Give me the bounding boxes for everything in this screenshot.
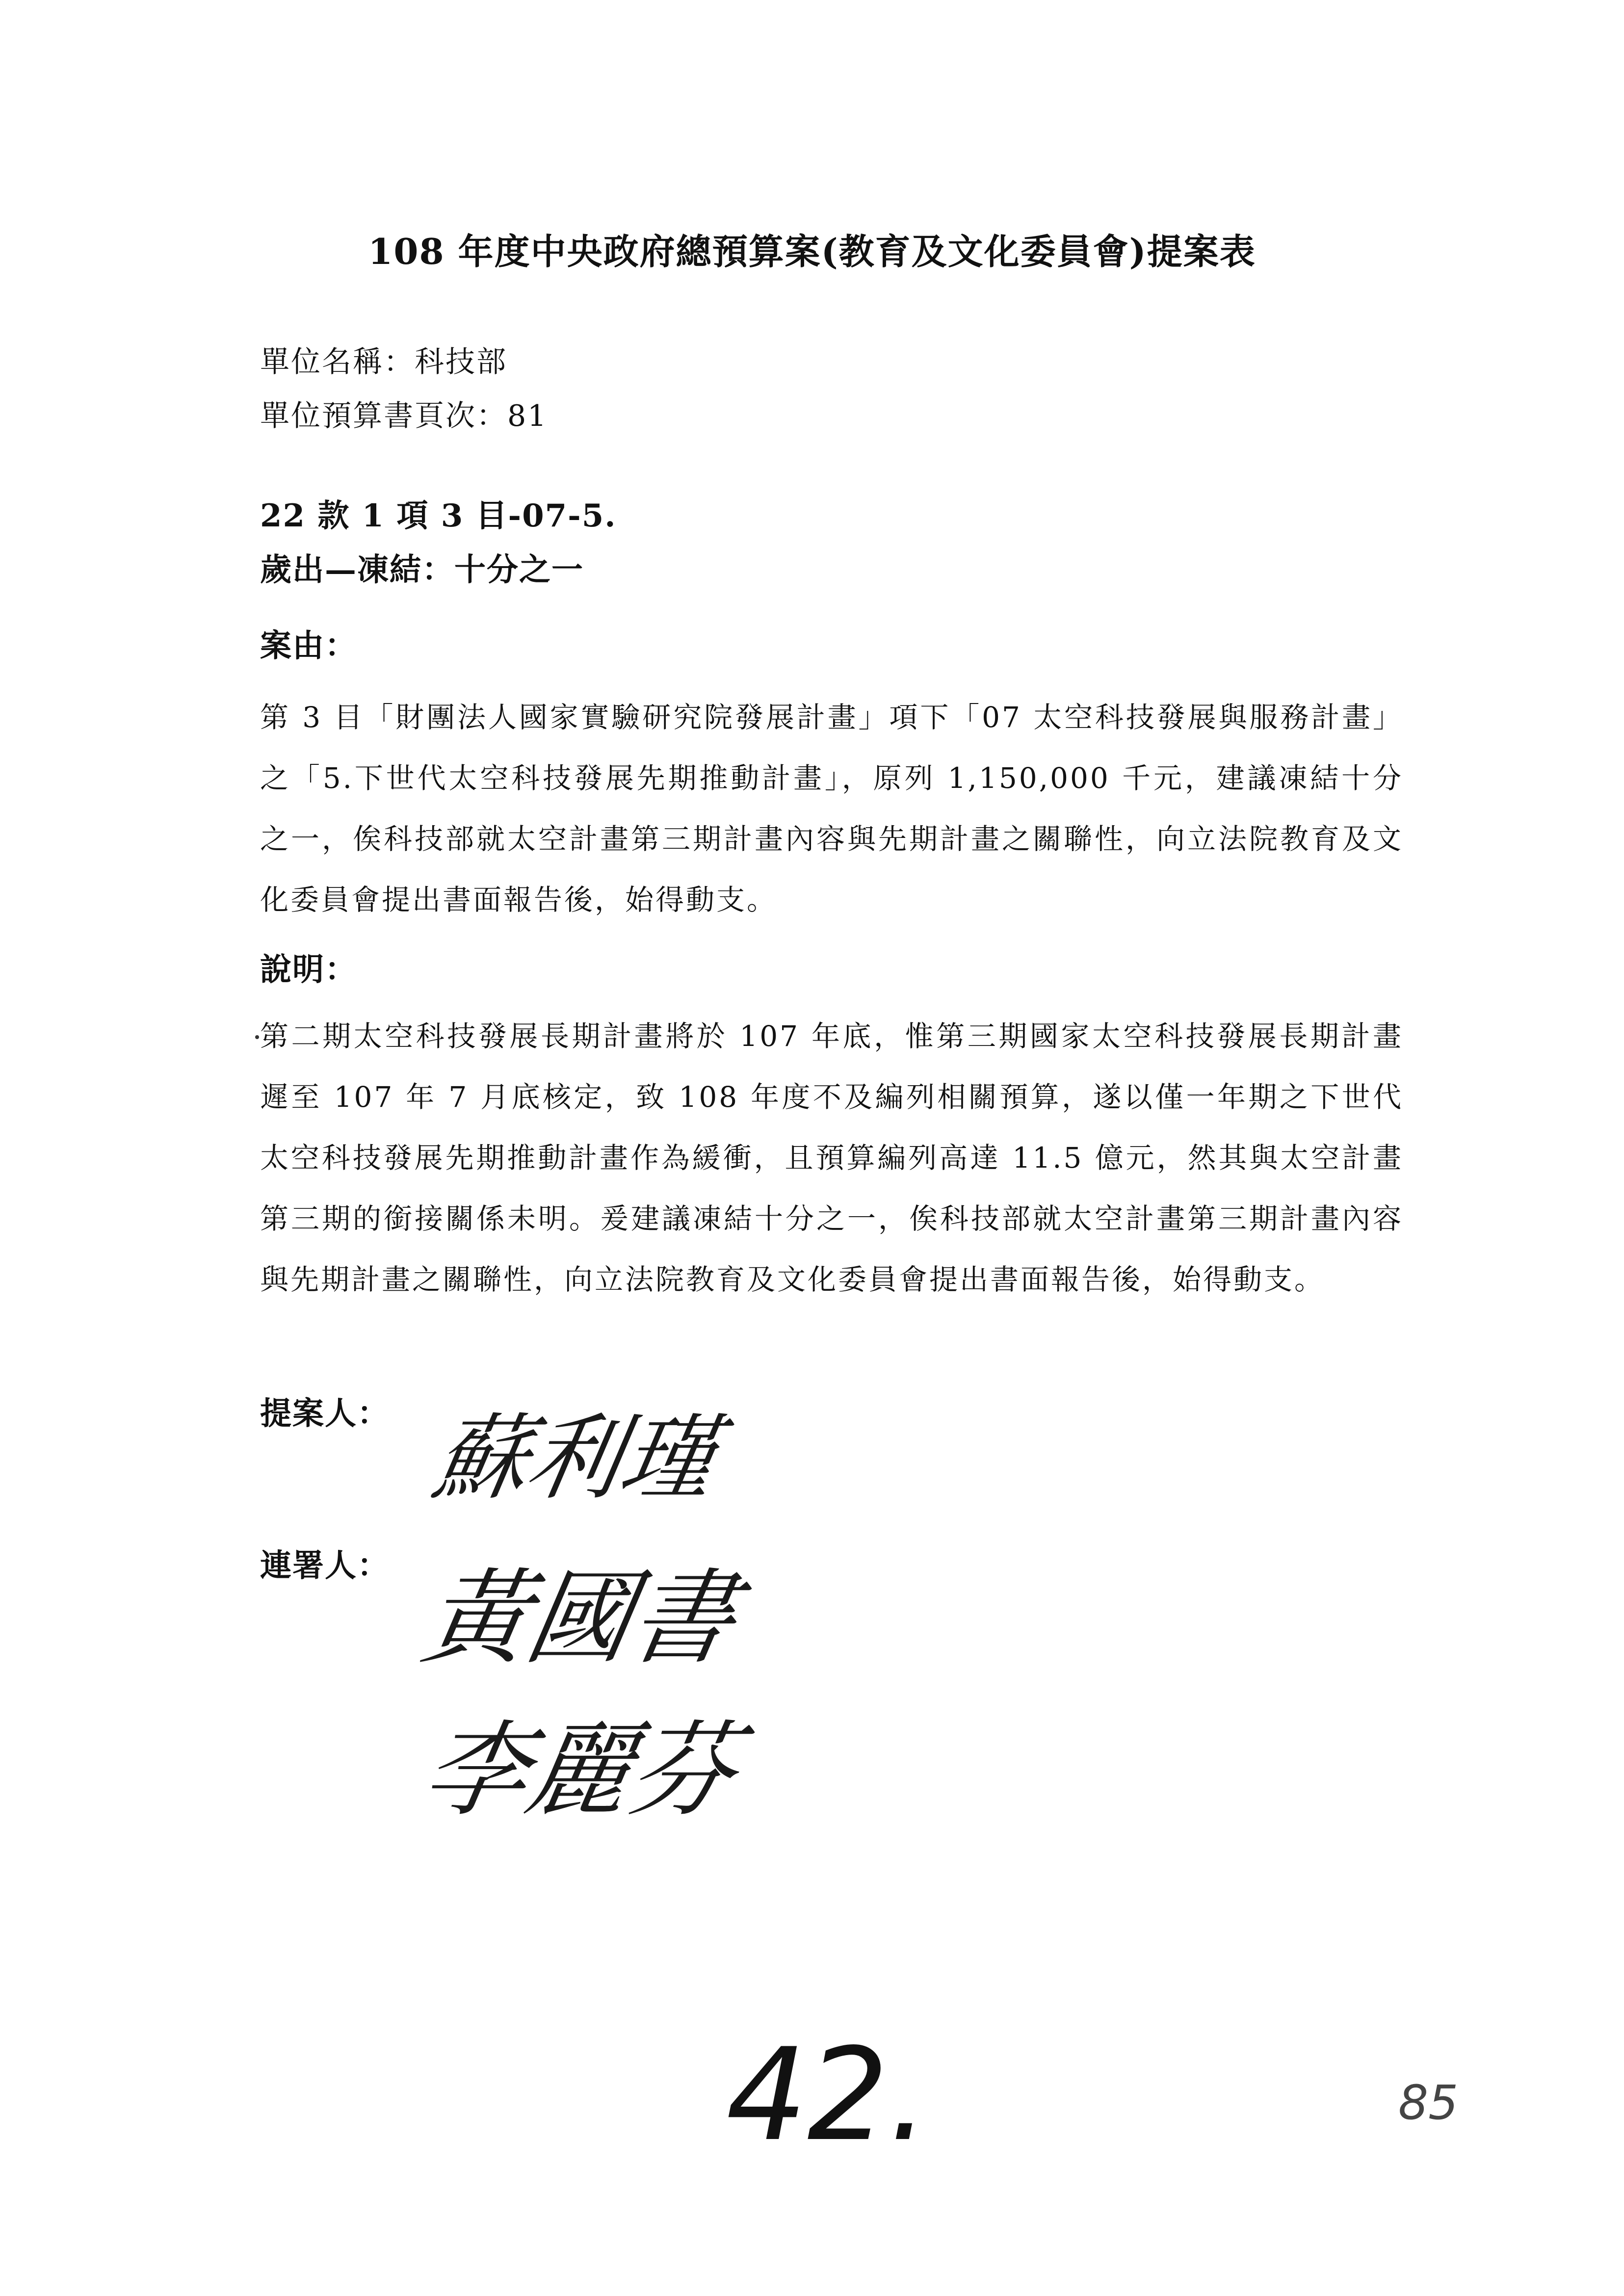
unit-page-row [260,392,548,435]
unit-page-value: 81 [507,399,548,433]
reason-heading: 案由： [260,627,357,664]
unit-name-value: 科技部 [415,345,507,379]
margin-dot [255,1035,259,1039]
proposer-signature: 蘇利瑾 [425,1404,725,1513]
unit-name-row [260,339,507,381]
unit-page-label: 單位預算書頁次： [260,399,507,433]
explanation-heading: 說明： [260,951,357,988]
proposer-label: 提案人： [260,1395,390,1432]
cosigner-label: 連署人： [260,1547,390,1584]
explanation-text: 第二期太空科技發展長期計畫將於 107 年底，惟第三期國家太空科技發展長期計畫遲至 107 年 7 月底核定，致 108 年度不及編列相關預算，遂以僅一年期之下世代太空科技發展先期推動計畫作為緩衝，且預算編列高達 11.5 億元，然其與太空計畫第三期的銜接關係未明。爰建議凍結十分之一，俟科技部就太空計畫第三期計畫內容與先期計畫之關聯性，向立法院教育及文化委員會提出書面報告後，始得動支。 [260,1019,1403,1296]
cosigner-signature-1: 黃國書 [415,1558,745,1678]
reason-text: 第 3 目「財團法人國家實驗研究院發展計畫」項下「07 太空科技發展與服務計畫」之「5.下世代太空科技發展先期推動計畫」，原列 1,150,000 千元，建議凍結十分之一，俟科技部就太空計畫第三期計畫內容與先期計畫之關聯性，向立法院教育及文化委員會提出書面報告後，始得動支。 [260,701,1403,916]
item-code: 22 款 1 項 3 目-07-5. [260,497,617,534]
item-action: 歲出—凍結：十分之一 [260,551,584,588]
handwritten-page-number: 42. [726,2021,929,2169]
document-title: 108 年度中央政府總預算案(教育及文化委員會)提案表 [368,231,1256,272]
cosigner-signature-2: 李麗芬 [415,1710,745,1830]
unit-name-label: 單位名稱： [260,345,415,379]
corner-note: 85 [1398,2075,1459,2130]
